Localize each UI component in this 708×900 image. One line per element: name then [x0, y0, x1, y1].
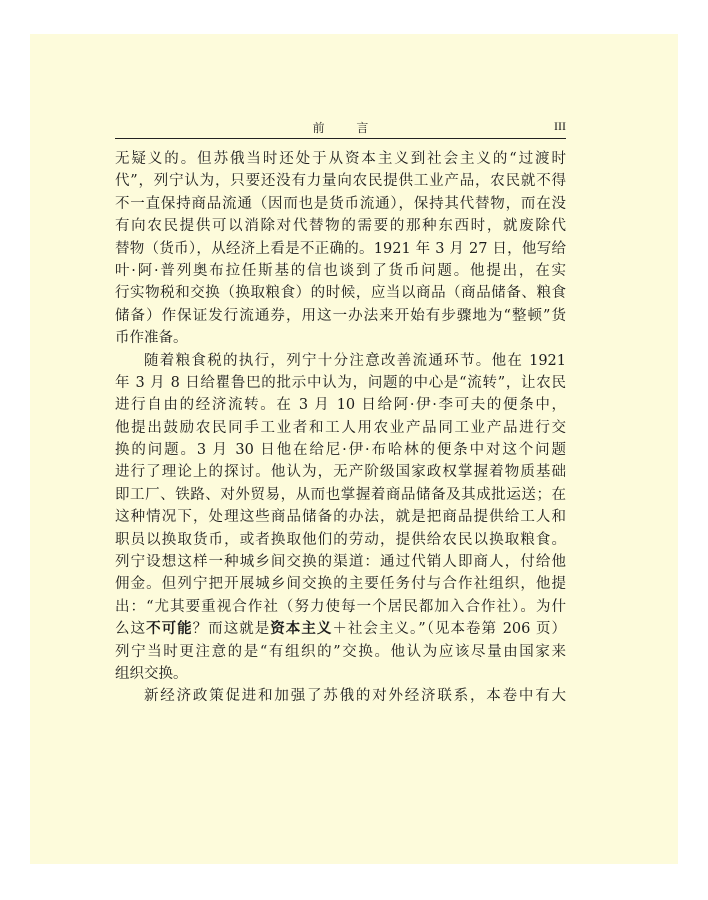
text-line: 进行自由的经济流转。在 3 月 10 日给阿·伊·李可夫的便条中， — [115, 397, 566, 414]
text-line: 这种情况下，处理这些商品储备的办法，就是把商品提供给工人和 — [115, 509, 566, 526]
text-line: 他提出鼓励农民同手工业者和工人用农业产品同工业产品进行交 — [115, 419, 566, 436]
page-number: III — [554, 119, 566, 133]
paragraph-start-line: 新经济政策促进和加强了苏俄的对外经济联系，本卷中有大 — [144, 688, 566, 705]
text-line-emphasis — [115, 618, 566, 640]
header-title: 前 言 — [312, 121, 383, 135]
text-line: 无疑义的。但苏俄当时还处于从资本主义到社会主义的“过渡时 — [115, 151, 566, 167]
text-line: 列宁当时更注意的是“有组织的”交换。他认为应该尽量由国家来 — [115, 643, 566, 660]
text-line: 不一直保持商品流通（因而也是货币流通），保持其代替物，而在没 — [115, 195, 566, 212]
text-line: 即工厂、铁路、对外贸易，从而也掌握着商品储备及其成批运送；在 — [115, 486, 566, 503]
text-line: 年 3 月 8 日给瞿鲁巴的批示中认为，问题的中心是“流转”，让农民 — [115, 374, 566, 391]
text-line: 币作准备。 — [115, 330, 188, 347]
running-header — [115, 116, 566, 139]
bold-phrase: 不可能 — [146, 620, 193, 638]
text-line: 组织交换。 — [115, 665, 188, 682]
text-line: 行实物税和交换（换取粮食）的时候，应当以商品（商品储备、粮食 — [115, 285, 566, 302]
text-line: 替物（货币），从经济上看是不正确的。1921 年 3 月 27 日，他写给 — [115, 240, 566, 257]
body-text — [115, 148, 566, 708]
text-line: 佣金。但列宁把开展城乡间交换的主要任务付与合作社组织，他提 — [115, 576, 566, 593]
text-line: 换的问题。3 月 30 日他在给尼·伊·布哈林的便条中对这个问题 — [115, 442, 566, 459]
paragraph-start-line: 随着粮食税的执行，列宁十分注意改善流通环节。他在 1921 — [144, 352, 566, 369]
bold-phrase: 资本主义 — [270, 620, 333, 638]
text-line: 职员以换取货币，或者换取他们的劳动，提供给农民以换取粮食。 — [115, 531, 566, 548]
line-part: ＋社会主义。”（见本卷第 206 页） — [332, 621, 566, 638]
text-line: 出：“尤其要重视合作社（努力使每一个居民都加入合作社）。为什 — [115, 598, 566, 615]
text-line: 代”，列宁认为，只要还没有力量向农民提供工业产品，农民就不得 — [115, 173, 566, 190]
text-line: 列宁设想这样一种城乡间交换的渠道：通过代销人即商人，付给他 — [115, 554, 566, 571]
line-part: ？而这就是 — [192, 621, 271, 638]
text-line: 进行了理论上的探讨。他认为，无产阶级国家政权掌握着物质基础 — [115, 464, 566, 481]
text-line: 叶·阿·普列奥布拉任斯基的信也谈到了货币问题。他提出，在实 — [115, 262, 566, 279]
text-line: 有向农民提供可以消除对代替物的需要的那种东西时，就废除代 — [115, 218, 566, 235]
text-line: 储备）作保证发行流通券，用这一办法来开始有步骤地为“整顿”货 — [115, 307, 566, 324]
line-part: 么这 — [115, 621, 147, 638]
